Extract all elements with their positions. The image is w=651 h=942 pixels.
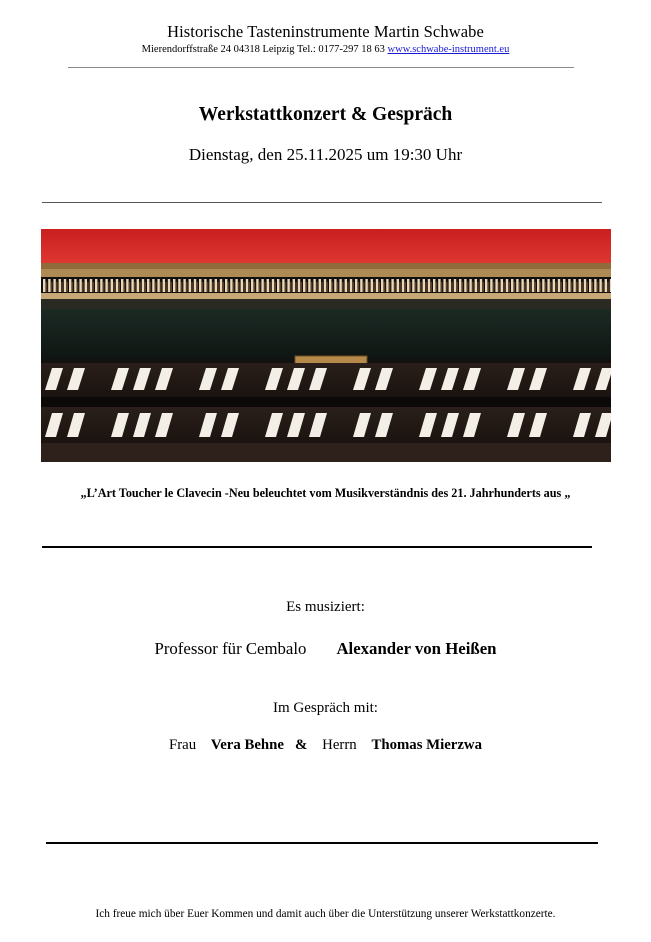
company-name: Historische Tasteninstrumente Martin Schwabe: [167, 22, 484, 41]
performer-role: Professor für Cembalo: [154, 639, 307, 658]
conversation-guests: [0, 737, 651, 754]
performer-intro: Es musiziert:: [286, 599, 365, 615]
performer-name: Alexander von Heißen: [336, 639, 497, 658]
divider-middle: [42, 546, 592, 548]
guest-thomas-mierzwa: Thomas Mierzwa: [371, 737, 483, 753]
salutation-herrn: Herrn: [322, 737, 357, 753]
harpsichord-image: [41, 229, 611, 462]
guest-vera-behne: Vera Behne: [210, 737, 284, 753]
address-phone: Mierendorffstraße 24 04318 Leipzig Tel.: 0177-297 18 63: [141, 44, 385, 55]
event-date: Dienstag, den 25.11.2025 um 19:30 Uhr: [188, 145, 463, 164]
website-link[interactable]: www.schwabe-instrument.eu: [387, 44, 510, 55]
salutation-frau: Frau: [168, 737, 197, 753]
ampersand: &: [295, 737, 308, 753]
harpsichord-photo: [41, 229, 611, 462]
event-title: Werkstattkonzert & Gespräch: [198, 104, 453, 125]
divider-bottom: [46, 842, 598, 844]
company-address: [0, 44, 651, 55]
program-quote: „L’Art Toucher le Clavecin -Neu beleuchtet vom Musikverständnis des 21. Jahrhunderts aus „: [80, 486, 571, 500]
divider-top: [42, 202, 602, 203]
header-divider: [68, 67, 574, 68]
conversation-intro: Im Gespräch mit:: [273, 700, 378, 716]
footer-note: Ich freue mich über Euer Kommen und damit auch über die Unterstützung unserer Werkstattkonzerte.: [95, 908, 556, 920]
performer-line: [0, 639, 651, 659]
